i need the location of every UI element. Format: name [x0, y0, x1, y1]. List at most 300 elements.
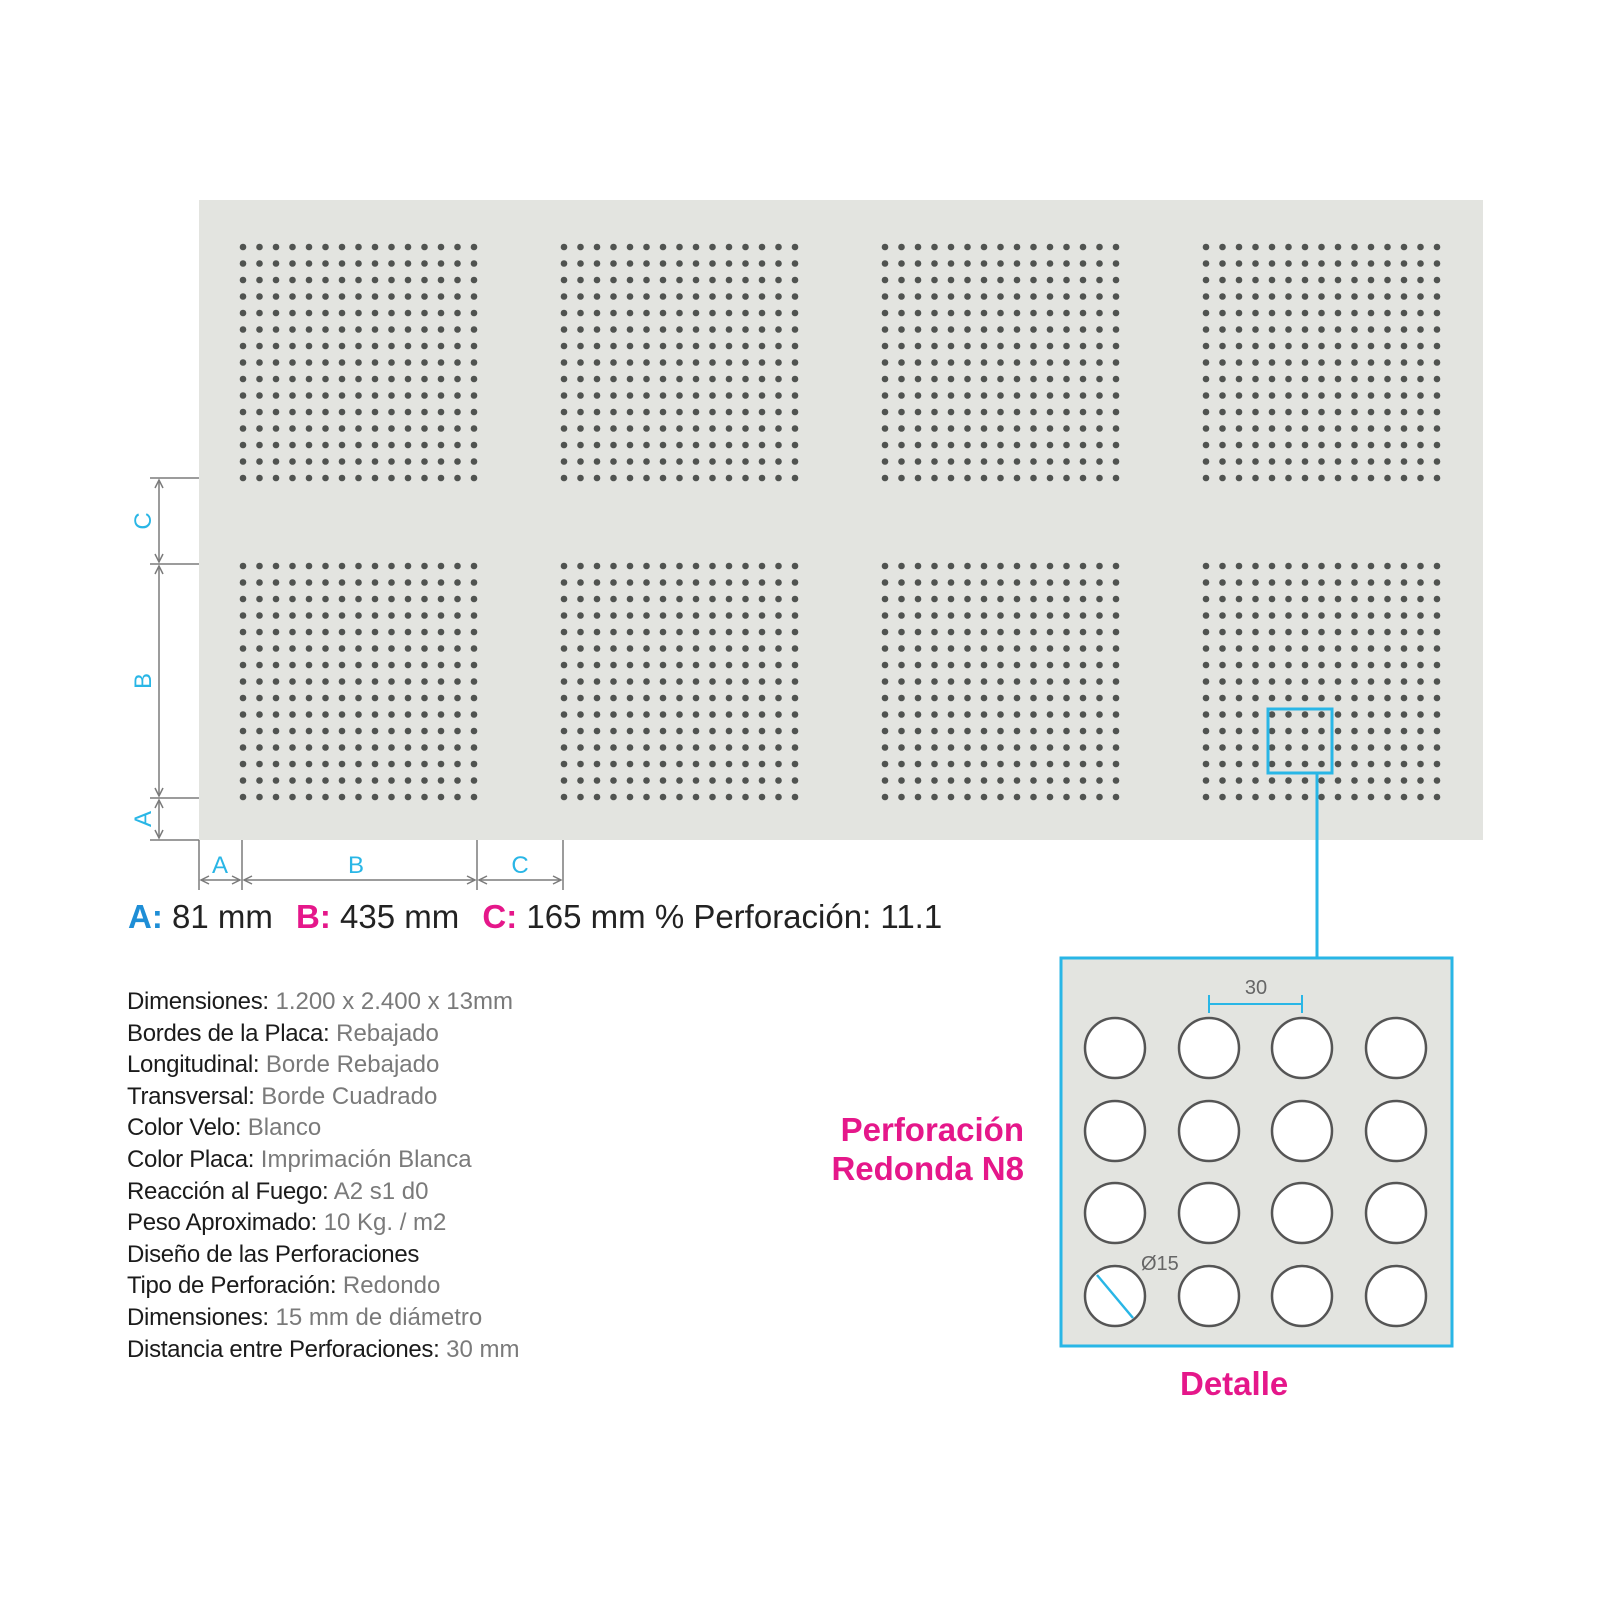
perforation-hole: [660, 458, 667, 465]
perforation-hole: [454, 645, 461, 652]
perforation-hole: [775, 728, 782, 735]
perforation-hole: [322, 244, 329, 251]
perforation-hole: [355, 244, 362, 251]
perforation-hole: [1014, 645, 1021, 652]
perforation-hole: [1434, 695, 1441, 702]
perforation-hole: [742, 442, 749, 449]
perforation-hole: [256, 442, 263, 449]
perforation-hole: [594, 612, 601, 619]
perforation-hole: [454, 678, 461, 685]
perforation-hole: [1096, 442, 1103, 449]
perforation-hole: [454, 662, 461, 669]
perforation-hole: [1047, 761, 1054, 768]
perforation-hole: [1285, 310, 1292, 317]
perforation-hole: [1285, 761, 1292, 768]
perforation-hole: [610, 728, 617, 735]
perforation-hole: [1401, 695, 1408, 702]
perforation-hole: [1096, 260, 1103, 267]
perforation-hole: [1417, 425, 1424, 432]
perforation-hole: [240, 728, 247, 735]
perforation-hole: [964, 260, 971, 267]
perforation-hole: [339, 442, 346, 449]
perforation-hole: [726, 442, 733, 449]
perforation-hole: [1351, 244, 1358, 251]
perforation-hole: [1219, 458, 1226, 465]
perforation-hole: [759, 244, 766, 251]
perforation-hole: [1047, 744, 1054, 751]
perforation-hole: [454, 310, 461, 317]
perforation-hole: [355, 761, 362, 768]
perforation-hole: [931, 442, 938, 449]
perforation-hole: [693, 442, 700, 449]
perforation-hole: [1384, 794, 1391, 801]
property-label: Dimensiones:: [127, 988, 269, 1015]
perforation-hole: [660, 425, 667, 432]
perforation-hole: [693, 579, 700, 586]
perforation-hole: [1285, 695, 1292, 702]
perforation-hole: [454, 761, 461, 768]
perforation-hole: [1047, 695, 1054, 702]
perforation-hole: [1302, 645, 1309, 652]
perforation-hole: [643, 409, 650, 416]
perforation-hole: [964, 744, 971, 751]
perforation-hole: [610, 579, 617, 586]
perforation-hole: [1285, 563, 1292, 570]
property-label: Color Placa:: [127, 1145, 255, 1173]
perforation-hole: [1401, 475, 1408, 482]
perforation-hole: [627, 711, 634, 718]
perforation-hole: [709, 777, 716, 784]
property-row: [127, 1334, 520, 1366]
perforation-hole: [561, 579, 568, 586]
perforation-hole: [273, 458, 280, 465]
perforation-hole: [610, 293, 617, 300]
perforation-hole: [438, 645, 445, 652]
perforation-hole: [898, 777, 905, 784]
perforation-hole: [322, 596, 329, 603]
perforation-hole: [1401, 777, 1408, 784]
perforation-hole: [1030, 359, 1037, 366]
perforation-hole: [1252, 442, 1259, 449]
perforation-hole: [273, 744, 280, 751]
perforation-hole: [289, 260, 296, 267]
perforation-hole: [1219, 596, 1226, 603]
perforation-hole: [660, 442, 667, 449]
perforation-hole: [388, 662, 395, 669]
perforation-hole: [273, 392, 280, 399]
perforation-hole: [709, 678, 716, 685]
perforation-hole: [577, 678, 584, 685]
perforation-hole: [561, 794, 568, 801]
perforation-hole: [289, 596, 296, 603]
perforation-hole: [726, 277, 733, 284]
perforation-hole: [1014, 425, 1021, 432]
perforation-hole: [643, 293, 650, 300]
perforation-hole: [1368, 612, 1375, 619]
perforation-hole: [726, 645, 733, 652]
perforation-hole: [306, 244, 313, 251]
perforation-hole: [775, 579, 782, 586]
perforation-hole: [643, 442, 650, 449]
perforation-hole: [948, 629, 955, 636]
perforation-hole: [676, 260, 683, 267]
perforation-hole: [1401, 645, 1408, 652]
perforation-hole: [1096, 711, 1103, 718]
perforation-hole: [742, 458, 749, 465]
perforation-hole: [1113, 563, 1120, 570]
perforation-hole: [1417, 326, 1424, 333]
perforation-hole: [693, 596, 700, 603]
perforation-hole: [306, 260, 313, 267]
perforation-hole: [1014, 744, 1021, 751]
perforation-hole: [1030, 244, 1037, 251]
perforation-hole: [898, 563, 905, 570]
perforation-hole: [1434, 293, 1441, 300]
perforation-hole: [273, 343, 280, 350]
perforation-hole: [1351, 442, 1358, 449]
perforation-hole: [594, 359, 601, 366]
perforation-hole: [471, 475, 478, 482]
perforation-hole: [388, 442, 395, 449]
perforation-hole: [306, 629, 313, 636]
perforation-hole: [561, 392, 568, 399]
perforation-hole: [1269, 359, 1276, 366]
perforation-hole: [915, 662, 922, 669]
perforation-hole: [1203, 761, 1210, 768]
perforation-hole: [273, 612, 280, 619]
perforation-hole: [1335, 629, 1342, 636]
perforation-hole: [693, 293, 700, 300]
detail-hole: [1272, 1266, 1332, 1326]
perforation-hole: [1236, 612, 1243, 619]
perforation-hole: [355, 662, 362, 669]
perforation-hole: [273, 761, 280, 768]
perforation-hole: [1063, 711, 1070, 718]
perforation-hole: [1368, 711, 1375, 718]
perforation-hole: [1269, 260, 1276, 267]
perforation-hole: [438, 662, 445, 669]
perforation-hole: [372, 761, 379, 768]
perforation-hole: [1080, 310, 1087, 317]
perforation-hole: [289, 794, 296, 801]
perforation-hole: [931, 579, 938, 586]
perforation-hole: [322, 425, 329, 432]
perforation-hole: [610, 277, 617, 284]
perforation-hole: [1080, 425, 1087, 432]
perforation-hole: [1434, 777, 1441, 784]
property-row: [127, 1176, 520, 1208]
perforation-hole: [1335, 695, 1342, 702]
perforation-hole: [1252, 277, 1259, 284]
perforation-hole: [1335, 277, 1342, 284]
perforation-hole: [322, 612, 329, 619]
perforation-hole: [1351, 579, 1358, 586]
perforation-hole: [964, 695, 971, 702]
perforation-hole: [1030, 563, 1037, 570]
perforation-hole: [997, 662, 1004, 669]
perforation-hole: [915, 678, 922, 685]
perforation-hole: [1285, 579, 1292, 586]
perforation-hole: [1368, 277, 1375, 284]
perforation-hole: [372, 612, 379, 619]
perforation-hole: [471, 244, 478, 251]
perforation-hole: [289, 310, 296, 317]
perforation-hole: [709, 425, 716, 432]
perforation-hole: [1351, 695, 1358, 702]
perforation-hole: [931, 777, 938, 784]
perforation-hole: [289, 293, 296, 300]
perforation-hole: [997, 392, 1004, 399]
perforation-hole: [898, 761, 905, 768]
perforation-hole: [471, 326, 478, 333]
perforation-hole: [1014, 662, 1021, 669]
perforation-hole: [660, 409, 667, 416]
perforation-hole: [1080, 277, 1087, 284]
perforation-hole: [792, 579, 799, 586]
perforation-hole: [1285, 425, 1292, 432]
dim-label-b-horizontal: B: [347, 852, 365, 879]
perforation-hole: [372, 678, 379, 685]
perforation-hole: [759, 409, 766, 416]
perforation-hole: [240, 244, 247, 251]
perforation-hole: [915, 409, 922, 416]
perforation-hole: [1335, 579, 1342, 586]
perforation-hole: [709, 662, 716, 669]
perforation-hole: [948, 475, 955, 482]
perforation-hole: [306, 343, 313, 350]
perforation-hole: [1318, 359, 1325, 366]
perforation-hole: [561, 277, 568, 284]
perforation-hole: [931, 761, 938, 768]
perforation-hole: [964, 794, 971, 801]
perforation-hole: [726, 326, 733, 333]
perforation-hole: [964, 392, 971, 399]
perforation-hole: [421, 695, 428, 702]
perforation-hole: [1030, 777, 1037, 784]
perforation-hole: [981, 359, 988, 366]
perforation-hole: [1318, 277, 1325, 284]
perforation-hole: [289, 343, 296, 350]
perforation-hole: [964, 277, 971, 284]
perforation-hole: [1252, 728, 1259, 735]
perforation-hole: [882, 310, 889, 317]
perforation-hole: [759, 359, 766, 366]
perforation-hole: [775, 326, 782, 333]
perforation-hole: [1318, 761, 1325, 768]
perforation-hole: [1014, 629, 1021, 636]
perforation-hole: [1434, 409, 1441, 416]
perforation-hole: [289, 744, 296, 751]
perforation-hole: [1030, 711, 1037, 718]
perforation-hole: [471, 425, 478, 432]
perforation-hole: [405, 744, 412, 751]
perforation-hole: [1203, 629, 1210, 636]
perforation-hole: [438, 579, 445, 586]
spec-b-value: 435 mm: [340, 898, 460, 935]
perforation-hole: [1417, 678, 1424, 685]
perforation-hole: [577, 409, 584, 416]
perforation-hole: [1080, 777, 1087, 784]
perforation-hole: [1096, 326, 1103, 333]
perforation-hole: [471, 359, 478, 366]
perforation-hole: [438, 359, 445, 366]
perforation-hole: [388, 359, 395, 366]
perforation-hole: [709, 458, 716, 465]
perforation-hole: [898, 293, 905, 300]
perforation-hole: [322, 442, 329, 449]
perforation-hole: [1335, 326, 1342, 333]
perforation-hole: [372, 277, 379, 284]
perforation-hole: [775, 425, 782, 432]
perforation-hole: [1318, 442, 1325, 449]
perforation-hole: [1417, 629, 1424, 636]
perforation-hole: [256, 645, 263, 652]
perforation-hole: [948, 711, 955, 718]
perforation-hole: [1096, 662, 1103, 669]
perforation-hole: [792, 744, 799, 751]
perforation-hole: [1096, 579, 1103, 586]
perforation-hole: [273, 260, 280, 267]
perforation-hole: [997, 728, 1004, 735]
perforation-hole: [454, 260, 461, 267]
perforation-hole: [882, 744, 889, 751]
perforation-hole: [561, 442, 568, 449]
perforation-hole: [610, 563, 617, 570]
perforation-hole: [709, 442, 716, 449]
perforation-hole: [1096, 293, 1103, 300]
perforation-hole: [1269, 612, 1276, 619]
perforation-hole: [643, 475, 650, 482]
perforation-hole: [1318, 678, 1325, 685]
perforation-hole: [693, 409, 700, 416]
perforation-hole: [339, 695, 346, 702]
perforation-hole: [273, 777, 280, 784]
perforation-hole: [1335, 359, 1342, 366]
perforation-hole: [1236, 777, 1243, 784]
perforation-hole: [1384, 343, 1391, 350]
perforation-hole: [676, 695, 683, 702]
perforation-hole: [1080, 695, 1087, 702]
perforation-hole: [1080, 662, 1087, 669]
perforation-hole: [594, 794, 601, 801]
perforation-hole: [693, 629, 700, 636]
perforation-hole: [1063, 596, 1070, 603]
property-value: Borde Rebajado: [265, 1051, 440, 1079]
perforation-hole: [1252, 260, 1259, 267]
perforation-hole: [1401, 244, 1408, 251]
perforation-hole: [273, 310, 280, 317]
perforation-hole: [1351, 794, 1358, 801]
perforation-hole: [1384, 244, 1391, 251]
perforation-hole: [997, 629, 1004, 636]
perforation-hole: [948, 409, 955, 416]
perforation-hole: [898, 277, 905, 284]
perforation-hole: [1063, 579, 1070, 586]
perforation-hole: [1434, 475, 1441, 482]
perforation-hole: [421, 629, 428, 636]
perforation-hole: [1063, 392, 1070, 399]
perforation-hole: [693, 326, 700, 333]
perforation-hole: [1384, 629, 1391, 636]
perforation-hole: [355, 695, 362, 702]
perforation-hole: [997, 645, 1004, 652]
perforation-hole: [273, 475, 280, 482]
perforation-hole: [273, 244, 280, 251]
perforation-hole: [1302, 579, 1309, 586]
perforation-hole: [256, 728, 263, 735]
perforation-hole: [792, 678, 799, 685]
perforation-hole: [388, 695, 395, 702]
perforation-hole: [1302, 629, 1309, 636]
perforation-hole: [1401, 794, 1408, 801]
perforation-hole: [256, 761, 263, 768]
perforation-hole: [388, 711, 395, 718]
perforation-hole: [306, 409, 313, 416]
perforation-hole: [1302, 310, 1309, 317]
perforation-hole: [660, 563, 667, 570]
perforation-hole: [1351, 409, 1358, 416]
perforation-hole: [1335, 678, 1342, 685]
perforation-hole: [1014, 326, 1021, 333]
perforation-hole: [997, 563, 1004, 570]
perforation-hole: [240, 260, 247, 267]
perforation-hole: [372, 563, 379, 570]
perforation-hole: [1203, 579, 1210, 586]
perforation-hole: [742, 794, 749, 801]
perforation-hole: [1335, 442, 1342, 449]
perforation-hole: [355, 629, 362, 636]
perforation-hole: [1368, 458, 1375, 465]
perforation-hole: [759, 310, 766, 317]
perforation-hole: [948, 326, 955, 333]
perforation-hole: [339, 326, 346, 333]
perforation-hole: [471, 761, 478, 768]
perforation-hole: [1014, 579, 1021, 586]
perforation-hole: [997, 596, 1004, 603]
perforation-hole: [1080, 596, 1087, 603]
perforation-hole: [997, 711, 1004, 718]
perforation-hole: [1063, 695, 1070, 702]
perforation-hole: [454, 343, 461, 350]
perforation-hole: [1236, 277, 1243, 284]
detail-hole: [1179, 1101, 1239, 1161]
perforation-hole: [931, 596, 938, 603]
perforation-hole: [1351, 563, 1358, 570]
property-row: [127, 1302, 520, 1334]
perforation-hole: [1047, 244, 1054, 251]
perforation-hole: [643, 695, 650, 702]
perforation-hole: [471, 662, 478, 669]
perforation-hole: [1014, 244, 1021, 251]
perforation-hole: [742, 376, 749, 383]
perforation-hole: [1302, 475, 1309, 482]
perforation-hole: [273, 645, 280, 652]
perforation-hole: [1203, 310, 1210, 317]
perforation-hole: [594, 695, 601, 702]
perforation-hole: [981, 777, 988, 784]
perforation-hole: [1236, 728, 1243, 735]
perforation-hole: [454, 711, 461, 718]
perforation-hole: [355, 728, 362, 735]
perforation-hole: [643, 392, 650, 399]
perforation-hole: [594, 596, 601, 603]
perforation-hole: [759, 612, 766, 619]
perforation-hole: [693, 711, 700, 718]
perforation-hole: [273, 678, 280, 685]
perforation-hole: [792, 244, 799, 251]
perforation-hole: [1368, 409, 1375, 416]
perforation-hole: [1269, 277, 1276, 284]
